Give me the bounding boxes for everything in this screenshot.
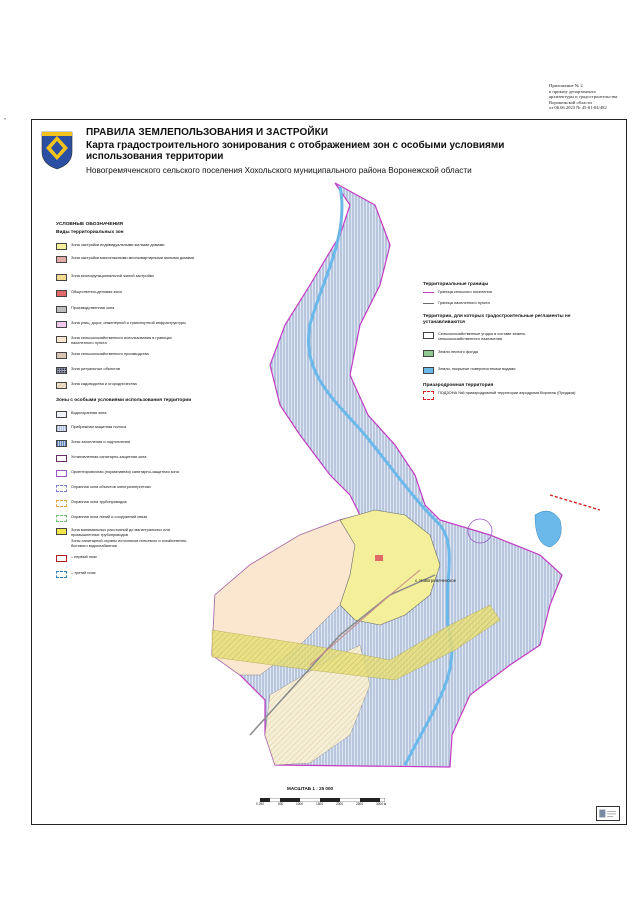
legend-heading: УСЛОВНЫЕ ОБОЗНАЧЕНИЯ [56,222,123,227]
appendix-line: к приказу департамента [549,88,596,94]
legend-label: Сельскохозяйственные угодья в составе земель сельскохозяйственного назначения [438,331,526,341]
legend-item [56,274,154,281]
legend-item [56,485,151,492]
map-subtitle: Карта градостроительного зонирования с отображением зон с особыми условиями использования территории [86,140,505,162]
legend-label: Граница сельского поселения [438,289,492,294]
legend-label: Прибрежная защитная полоса [71,424,127,429]
legend-item [56,470,179,477]
legend-swatch [56,367,67,374]
legend-swatch [56,500,67,507]
appendix-line: от 06.06.2023 № 45-01-04/482 [549,105,607,111]
legend-item [56,367,120,374]
legend-swatch [56,440,67,447]
legend-swatch [56,243,67,250]
legend-item [56,306,114,313]
legend-swatch [56,382,67,389]
legend-label: Зоны затопления и подтопления [71,439,130,444]
legend-label: Земли лесного фонда [438,349,478,354]
legend-label: Водоохранная зона [71,410,107,415]
appendix-line: Приложение № 2 [549,83,583,88]
legend-item [56,528,191,537]
legend-item [56,321,186,328]
legend-swatch [56,336,67,343]
legend-swatch [56,539,67,546]
legend-label: Охранная зона трубопроводов [71,499,127,504]
legend-label: – первый пояс [71,554,98,559]
legend-label: Зоны санитарной охраны источников питьевого и хозяйственно-бытового водоснабжения [71,538,188,548]
legend-label: Зона минимальных расстояний до магистральных или промышленных трубопроводов [71,527,170,537]
legend-item [56,352,149,359]
zones-heading: Виды территориальных зон [56,230,124,235]
legend-item [56,382,137,389]
scale-label: 2000 [336,802,344,806]
legend-item [56,440,130,447]
settlement-name: Новогремяченского сельского поселения Хохольского муниципального района Воронежской области [86,166,472,175]
legend-label: Зона улиц, дорог, инженерной и транспортной инфраструктуры [71,320,186,325]
airport-subzone-line [550,495,600,510]
legend-swatch [56,290,67,297]
legend-label: Зона застройки малоэтажными многоквартирными жилыми домами [71,255,194,260]
airport-heading: Приаэродромная территория [423,383,494,388]
legend-item [56,500,127,507]
margin-mark: « [4,116,7,121]
legend-item [56,425,126,432]
legend-label: – третий пояс [71,570,96,575]
legend-label: Граница населенного пункта [438,300,490,305]
legend-label: Зона сельскохозяйственного производства [71,351,149,356]
legend-swatch [56,256,67,263]
legend-label: Производственная зона [71,305,115,310]
scale-label: 1000 [296,802,304,806]
legend-swatch [56,274,67,281]
legend-swatch [56,455,67,462]
scale-label: 2500 [356,802,364,806]
legend-item [56,411,106,418]
page-title: ПРАВИЛА ЗЕМЛЕПОЛЬЗОВАНИЯ И ЗАСТРОЙКИ [86,127,329,138]
legend-item [56,555,97,562]
legend-item [56,539,191,548]
borders-heading: Территориальные границы [423,282,489,287]
legend-swatch [56,306,67,313]
legend-swatch [56,571,67,578]
lake [535,511,561,547]
appendix-note [549,83,635,111]
legend-item [56,256,194,263]
legend-label: Охранная зона объектов электроэнергетики [71,484,151,489]
legend-label: Ориентировочная (нормативная) санитарно-защитная зона [71,469,179,474]
legend-label: Охранная зона линий и сооружений связи [71,514,148,519]
place-label: с. Новогремяченское [415,578,457,583]
scale-label: 500 [278,802,284,806]
special-zones-heading: Зоны с особыми условиями использования территории [56,398,192,403]
legend-swatch [56,470,67,477]
scale-label: 1500 [316,802,324,806]
legend-item [56,455,146,462]
legend-swatch [56,321,67,328]
legend-item [56,515,147,522]
unregulated-heading: Территории, для которых градостроительные регламенты не устанавливаются [423,314,571,325]
legend-item [56,243,164,250]
legend-swatch [56,485,67,492]
legend-label: Зона многофункциональной жилой застройки [71,273,154,278]
legend-label: Зона сельскохозяйственного использования в границах населенного пункта [71,335,172,345]
appendix-line: архитектуры и градостроительства [549,94,618,100]
legend-item [56,336,191,345]
coat-of-arms-icon [40,130,74,170]
legend-swatch [56,411,67,418]
scale-label: 0 250 [256,802,264,806]
legend-label: Общественно-деловая зона [71,289,122,294]
legend-swatch [56,528,67,535]
legend-swatch [56,352,67,359]
legend-swatch [56,515,67,522]
scale-label: 3000 м [376,802,387,806]
zoning-map [190,175,610,775]
legend-label: ПОДЗОНА №6 приаэродромной территории аэродрома Воронеж (Придача) [438,390,576,395]
legend-swatch [56,425,67,432]
legend-item [56,571,96,578]
scale-title: МАСШТАБ 1 : 25 000 [287,786,334,791]
legend-label: Земли, покрытые поверхностными водами [438,366,516,371]
legend-label: Зона застройки индивидуальными жилыми домами [71,242,165,247]
settlement-boundary [212,183,562,767]
legend-label: Зона садоводства и огородничества [71,381,137,386]
legend-item [56,290,122,297]
public-center [375,555,383,561]
legend-label: Зона ритуальных объектов [71,366,120,371]
organization-logo-icon [596,806,620,821]
legend-swatch [56,555,67,562]
legend-label: Установленная санитарно-защитная зона [71,454,147,459]
appendix-line: Воронежской области [549,99,592,105]
